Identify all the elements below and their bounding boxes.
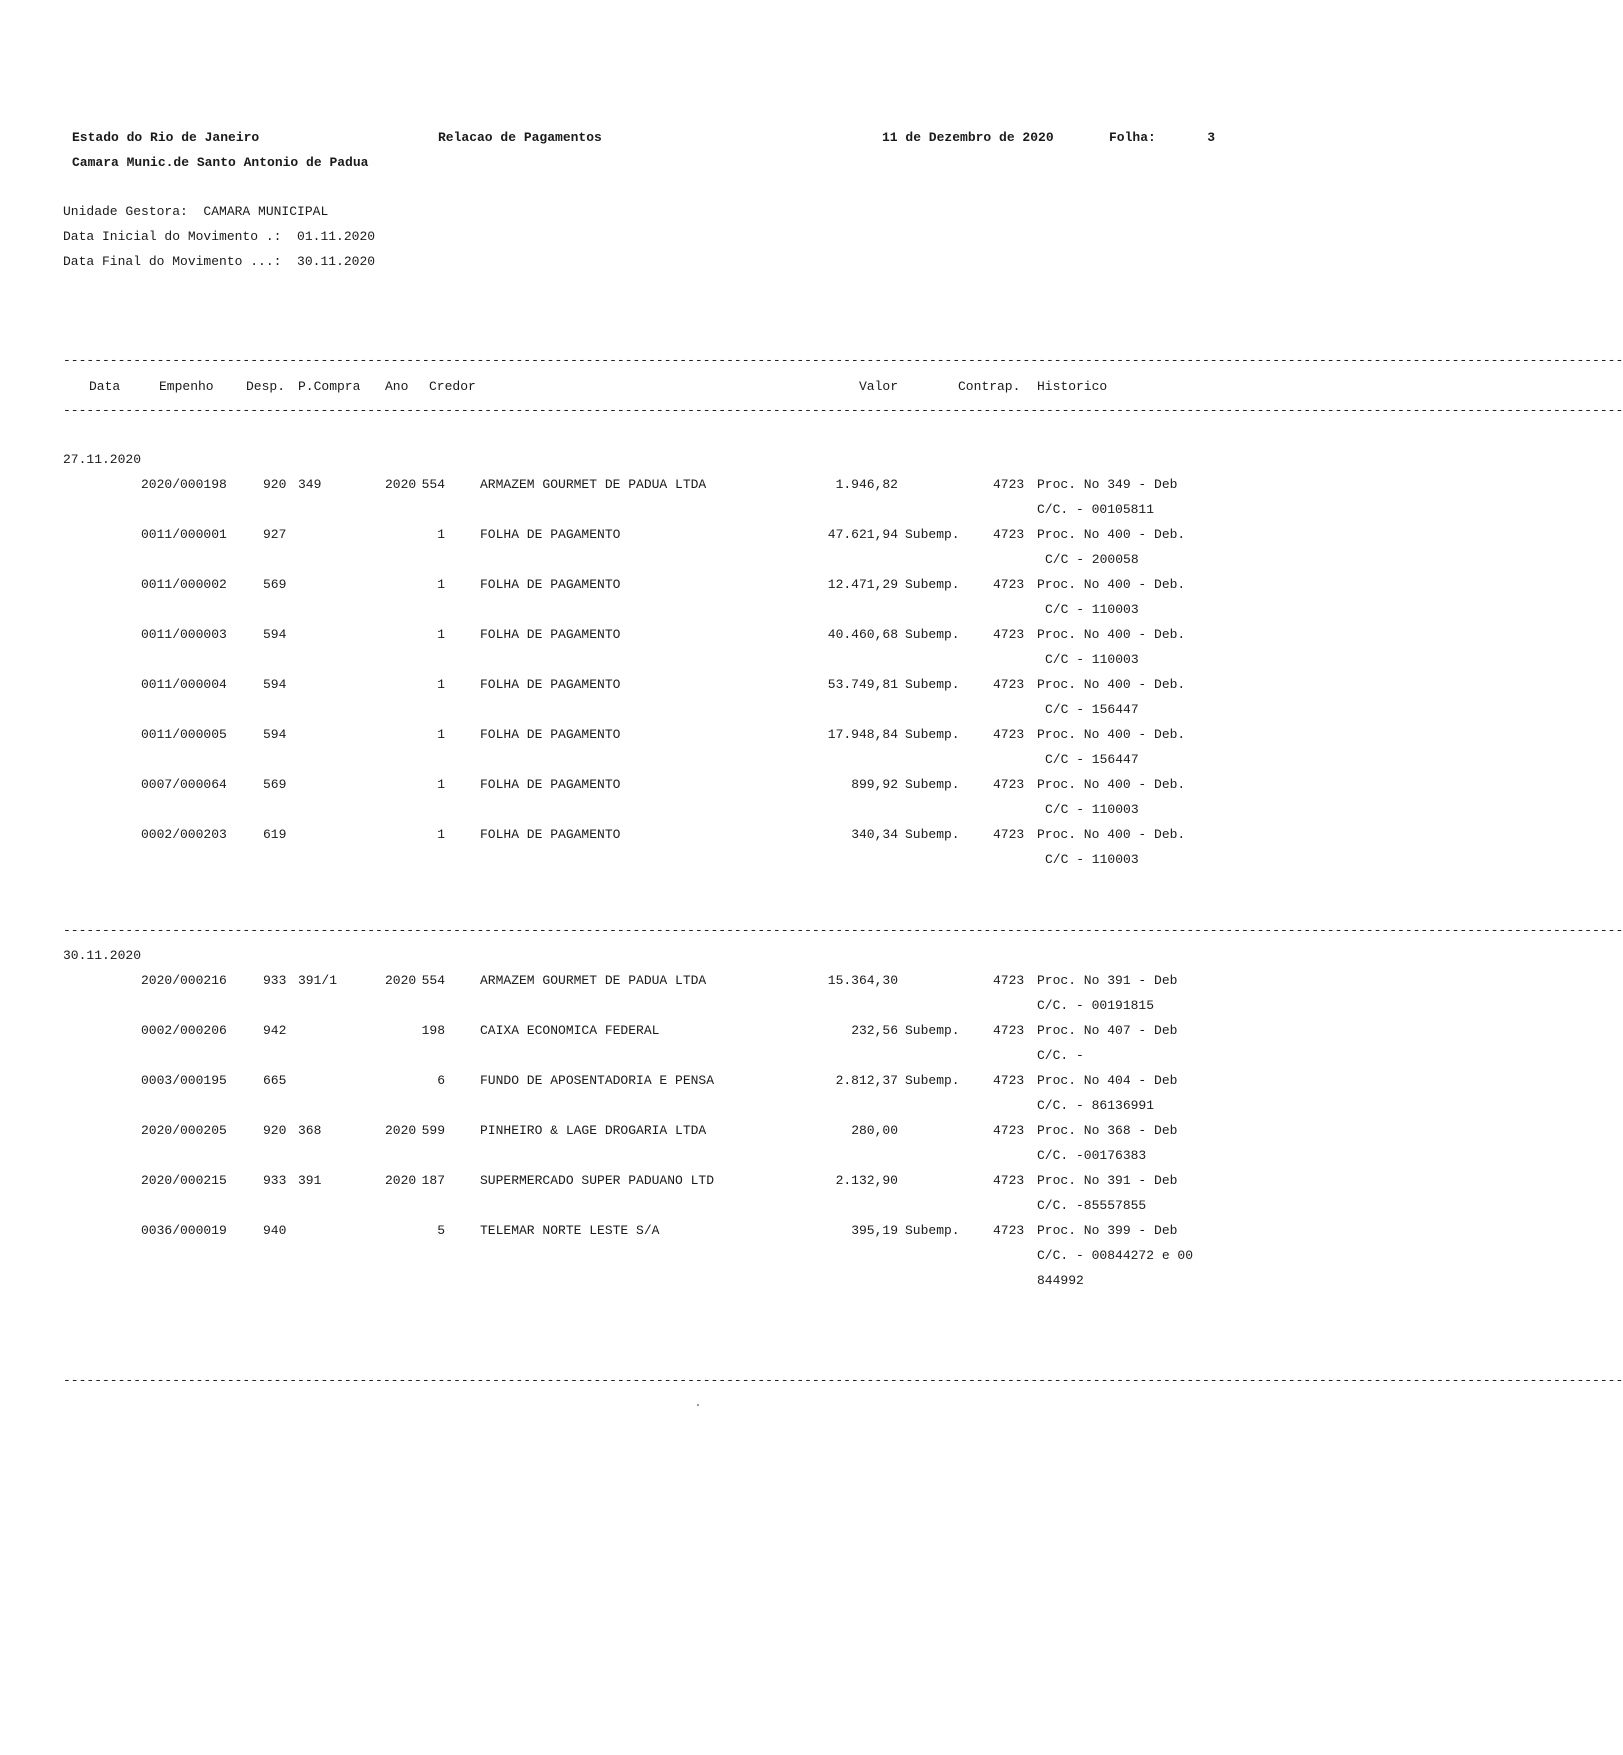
contrap: 4723 [993, 577, 1025, 592]
entity-name: Camara Munic.de Santo Antonio de Padua [72, 155, 369, 170]
historico-line2: C/C. -00176383 [1037, 1148, 1147, 1163]
credor-name: FOLHA DE PAGAMENTO [480, 777, 621, 792]
credor-name: FUNDO DE APOSENTADORIA E PENSA [480, 1073, 715, 1088]
historico-line2: C/C. - 00105811 [1037, 502, 1155, 517]
valor: 280,00 [851, 1123, 898, 1138]
empenho: 0002/000206 [141, 1023, 227, 1038]
desp-code: 920 [263, 1123, 287, 1138]
subemp-flag: Subemp. [905, 727, 960, 742]
credor-name: FOLHA DE PAGAMENTO [480, 727, 621, 742]
empenho: 0011/000003 [141, 627, 227, 642]
valor: 395,19 [851, 1223, 898, 1238]
credor-name: FOLHA DE PAGAMENTO [480, 527, 621, 542]
credor-code: 187 [421, 1173, 445, 1188]
credor-code: 1 [437, 577, 445, 592]
dot-mark [697, 1404, 699, 1406]
credor-code: 599 [421, 1123, 445, 1138]
contrap: 4723 [993, 1123, 1025, 1138]
valor: 47.621,94 [827, 527, 898, 542]
desp-code: 594 [263, 627, 287, 642]
state-name: Estado do Rio de Janeiro [72, 130, 260, 145]
credor-code: 1 [437, 777, 445, 792]
credor-name: FOLHA DE PAGAMENTO [480, 577, 621, 592]
historico-line1: Proc. No 391 - Deb [1037, 973, 1178, 988]
historico-line1: Proc. No 399 - Deb [1037, 1223, 1178, 1238]
ano: 2020 [385, 477, 417, 492]
historico-line1: Proc. No 368 - Deb [1037, 1123, 1178, 1138]
historico-line2: C/C - 156447 [1045, 702, 1139, 717]
desp-code: 933 [263, 1173, 287, 1188]
empenho: 2020/000215 [141, 1173, 227, 1188]
divider-line: -------------------------------------------------------------------------------------------------------------------------------------------------------------------------------------------------------- [63, 923, 1623, 938]
credor-name: FOLHA DE PAGAMENTO [480, 677, 621, 692]
contrap: 4723 [993, 477, 1025, 492]
historico-line1: Proc. No 400 - Deb. [1037, 577, 1186, 592]
subemp-flag: Subemp. [905, 777, 960, 792]
ano: 2020 [385, 1123, 417, 1138]
historico-line1: Proc. No 391 - Deb [1037, 1173, 1178, 1188]
pcompra: 391 [298, 1173, 322, 1188]
desp-code: 665 [263, 1073, 287, 1088]
credor-name: ARMAZEM GOURMET DE PADUA LTDA [480, 973, 707, 988]
col-empenho: Empenho [159, 379, 214, 394]
subemp-flag: Subemp. [905, 627, 960, 642]
valor: 12.471,29 [827, 577, 898, 592]
valor: 53.749,81 [827, 677, 898, 692]
historico-line2: C/C. -85557855 [1037, 1198, 1147, 1213]
valor: 340,34 [851, 827, 898, 842]
contrap: 4723 [993, 627, 1025, 642]
historico-line2: C/C - 156447 [1045, 752, 1139, 767]
credor-name: CAIXA ECONOMICA FEDERAL [480, 1023, 660, 1038]
valor: 40.460,68 [827, 627, 898, 642]
credor-name: FOLHA DE PAGAMENTO [480, 827, 621, 842]
contrap: 4723 [993, 677, 1025, 692]
credor-code: 198 [421, 1023, 445, 1038]
historico-line2: C/C. - 00844272 e 00 [1037, 1248, 1194, 1263]
historico-line1: Proc. No 407 - Deb [1037, 1023, 1178, 1038]
historico-line2: C/C. - 86136991 [1037, 1098, 1155, 1113]
divider-line: -------------------------------------------------------------------------------------------------------------------------------------------------------------------------------------------------------- [63, 403, 1623, 418]
ano: 2020 [385, 973, 417, 988]
credor-name: ARMAZEM GOURMET DE PADUA LTDA [480, 477, 707, 492]
credor-code: 6 [437, 1073, 445, 1088]
contrap: 4723 [993, 777, 1025, 792]
empenho: 0011/000002 [141, 577, 227, 592]
desp-code: 927 [263, 527, 287, 542]
pcompra: 368 [298, 1123, 322, 1138]
subemp-flag: Subemp. [905, 827, 960, 842]
credor-code: 1 [437, 677, 445, 692]
desp-code: 594 [263, 677, 287, 692]
col-pcompra: P.Compra [298, 379, 361, 394]
credor-code: 554 [421, 973, 445, 988]
valor: 232,56 [851, 1023, 898, 1038]
credor-code: 1 [437, 527, 445, 542]
contrap: 4723 [993, 1223, 1025, 1238]
pcompra: 349 [298, 477, 322, 492]
valor: 899,92 [851, 777, 898, 792]
col-historico: Historico [1037, 379, 1108, 394]
valor: 2.812,37 [835, 1073, 898, 1088]
group-date: 27.11.2020 [63, 452, 142, 467]
historico-line1: Proc. No 349 - Deb [1037, 477, 1178, 492]
col-valor: Valor [858, 379, 898, 394]
report-date: 11 de Dezembro de 2020 [882, 130, 1054, 145]
valor: 17.948,84 [827, 727, 898, 742]
subemp-flag: Subemp. [905, 1223, 960, 1238]
empenho: 0003/000195 [141, 1073, 227, 1088]
unidade-gestora: Unidade Gestora: CAMARA MUNICIPAL [63, 204, 329, 219]
credor-code: 5 [437, 1223, 445, 1238]
data-final: Data Final do Movimento ...: 30.11.2020 [63, 254, 376, 269]
credor-code: 1 [437, 827, 445, 842]
historico-line2: C/C - 110003 [1045, 602, 1139, 617]
contrap: 4723 [993, 1173, 1025, 1188]
desp-code: 569 [263, 777, 287, 792]
subemp-flag: Subemp. [905, 677, 960, 692]
historico-line2: C/C. - [1037, 1048, 1084, 1063]
credor-name: FOLHA DE PAGAMENTO [480, 627, 621, 642]
contrap: 4723 [993, 527, 1025, 542]
historico-line2: C/C - 110003 [1045, 802, 1139, 817]
report-title: Relacao de Pagamentos [438, 130, 602, 145]
folha-label: Folha: [1109, 130, 1156, 145]
group-date: 30.11.2020 [63, 948, 142, 963]
pcompra: 391/1 [298, 973, 338, 988]
subemp-flag: Subemp. [905, 527, 960, 542]
credor-code: 554 [421, 477, 445, 492]
contrap: 4723 [993, 1073, 1025, 1088]
historico-line2: C/C - 200058 [1045, 552, 1139, 567]
col-ano: Ano [385, 379, 409, 394]
desp-code: 920 [263, 477, 287, 492]
contrap: 4723 [993, 727, 1025, 742]
valor: 2.132,90 [835, 1173, 898, 1188]
subemp-flag: Subemp. [905, 1073, 960, 1088]
desp-code: 569 [263, 577, 287, 592]
historico-line2: C/C - 110003 [1045, 652, 1139, 667]
subemp-flag: Subemp. [905, 577, 960, 592]
desp-code: 619 [263, 827, 287, 842]
empenho: 2020/000216 [141, 973, 227, 988]
desp-code: 594 [263, 727, 287, 742]
historico-line1: Proc. No 400 - Deb. [1037, 827, 1186, 842]
divider-line: -------------------------------------------------------------------------------------------------------------------------------------------------------------------------------------------------------- [63, 353, 1623, 368]
divider-line: -------------------------------------------------------------------------------------------------------------------------------------------------------------------------------------------------------- [63, 1373, 1623, 1388]
historico-line1: Proc. No 400 - Deb. [1037, 727, 1186, 742]
col-desp: Desp. [246, 379, 286, 394]
historico-line1: Proc. No 400 - Deb. [1037, 677, 1186, 692]
historico-line1: Proc. No 400 - Deb. [1037, 777, 1186, 792]
historico-line1: Proc. No 400 - Deb. [1037, 527, 1186, 542]
credor-code: 1 [437, 627, 445, 642]
historico-line3: 844992 [1037, 1273, 1084, 1288]
empenho: 0011/000004 [141, 677, 227, 692]
historico-line2: C/C - 110003 [1045, 852, 1139, 867]
data-inicial: Data Inicial do Movimento .: 01.11.2020 [63, 229, 376, 244]
empenho: 0002/000203 [141, 827, 227, 842]
empenho: 0011/000005 [141, 727, 227, 742]
folha-number: 3 [1207, 130, 1215, 145]
empenho: 2020/000198 [141, 477, 227, 492]
credor-name: TELEMAR NORTE LESTE S/A [480, 1223, 660, 1238]
contrap: 4723 [993, 973, 1025, 988]
historico-line1: Proc. No 400 - Deb. [1037, 627, 1186, 642]
credor-name: PINHEIRO & LAGE DROGARIA LTDA [480, 1123, 707, 1138]
historico-line1: Proc. No 404 - Deb [1037, 1073, 1178, 1088]
empenho: 0007/000064 [141, 777, 227, 792]
col-data: Data [89, 379, 121, 394]
contrap: 4723 [993, 827, 1025, 842]
empenho: 0036/000019 [141, 1223, 227, 1238]
valor: 1.946,82 [835, 477, 898, 492]
credor-name: SUPERMERCADO SUPER PADUANO LTD [480, 1173, 715, 1188]
desp-code: 933 [263, 973, 287, 988]
contrap: 4723 [993, 1023, 1025, 1038]
historico-line2: C/C. - 00191815 [1037, 998, 1155, 1013]
valor: 15.364,30 [827, 973, 898, 988]
col-credor: Credor [429, 379, 476, 394]
col-contrap: Contrap. [958, 379, 1021, 394]
empenho: 0011/000001 [141, 527, 227, 542]
subemp-flag: Subemp. [905, 1023, 960, 1038]
desp-code: 942 [263, 1023, 287, 1038]
ano: 2020 [385, 1173, 417, 1188]
desp-code: 940 [263, 1223, 287, 1238]
credor-code: 1 [437, 727, 445, 742]
empenho: 2020/000205 [141, 1123, 227, 1138]
